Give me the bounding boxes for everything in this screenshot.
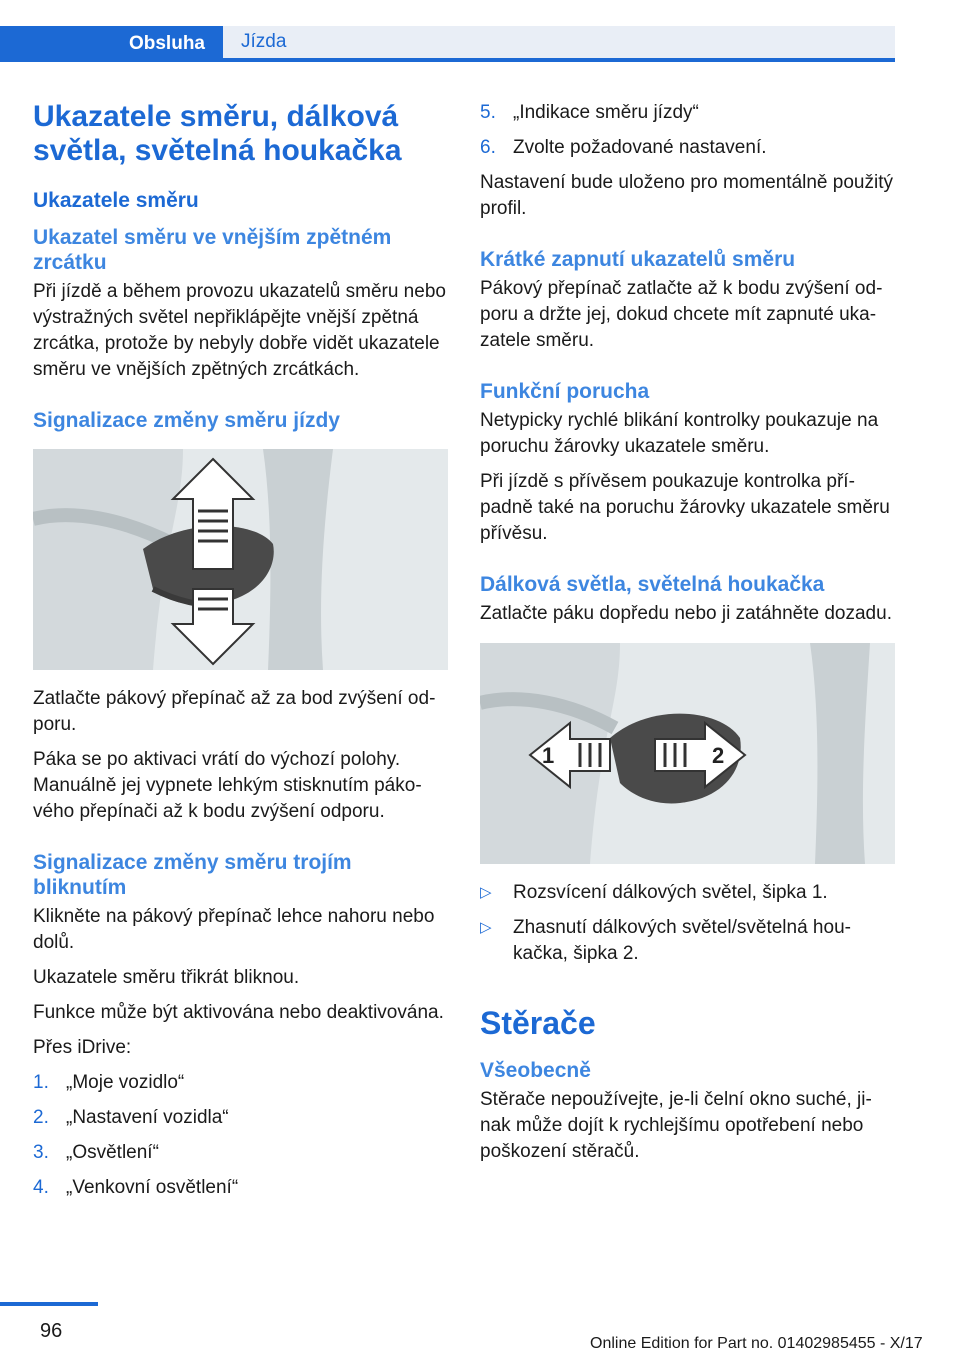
footer-divider: [0, 1302, 98, 1306]
malfunction-text-1: Netypicky rychlé blikání kontrolky poukazuje na poruchu žárovky ukazatele směru.: [480, 410, 879, 457]
list-item: 2. „Nastavení vozidla“: [33, 1107, 229, 1128]
list-item: ▷ Rozsvícení dálkových světel, šipka 1.: [480, 880, 895, 906]
heading-mirror-indicator: Ukazatel směru ve vnějším zpětném zrcátku: [33, 226, 392, 274]
header-divider: [0, 58, 895, 62]
list-item: 5. „Indikace směru jízdy“: [480, 102, 699, 123]
page-title: Ukazatele směru, dálková světla, světelná houkačka: [33, 100, 402, 167]
heading-turn-signal: Signalizace změny směru jízdy: [33, 409, 340, 432]
triple-blink-text-4: Přes iDrive:: [33, 1037, 132, 1058]
mirror-indicator-text: Při jízdě a během provozu ukazatelů směru nebo výstražných světel nepřiklápějte vnější zpětná zrcátka, protože by nebyly dobře vidět ukazatele směru ve vnějších zpětných zrcátkách.: [33, 281, 446, 380]
heading-short-activation: Krátké zapnutí ukazatelů směru: [480, 248, 796, 271]
malfunction-text-2: Při jízdě s přívěsem poukazuje kontrolka případně také na poruchu žárovky ukazatele směru přívěsu.: [480, 471, 890, 544]
tab-jizda[interactable]: Jízda: [223, 26, 895, 58]
list-item: 6. Zvolte požadované nastavení.: [480, 137, 767, 158]
heading-general: Všeobecně: [480, 1059, 591, 1082]
high-beam-text: Zatlačte páku dopředu nebo ji zatáhněte dozadu.: [480, 603, 892, 624]
figure-turn-signal-lever: [33, 449, 448, 670]
right-column: [480, 100, 895, 1174]
heading-triple-blink: Signalizace změny směru trojím bliknutím: [33, 851, 352, 899]
list-item: 1. „Moje vozidlo“: [33, 1072, 185, 1093]
page-number: 96: [40, 1320, 63, 1342]
heading-malfunction: Funkční porucha: [480, 380, 650, 403]
turn-signal-text-2: Páka se po aktivaci vrátí do výchozí polohy. Manuálně jej vypnete lehkým stisknutím pákového přepínači až k bodu zvýšení odporu.: [33, 749, 422, 822]
short-activation-text: Pákový přepínač zatlačte až k bodu zvýšení odporu a držte jej, dokud chcete mít zapnuté ukazatele směru.: [480, 278, 883, 351]
lever-forward-back-illustration: [480, 643, 895, 864]
section-title-turn-signals: Ukazatele směru: [33, 189, 199, 212]
section-title-wipers: Stěrače: [480, 1005, 596, 1041]
high-beam-bullets: [480, 880, 895, 967]
triple-blink-text-2: Ukazatele směru třikrát bliknou.: [33, 967, 300, 988]
figure-label-2: 2: [712, 743, 725, 768]
triple-blink-text-3: Funkce může být aktivována nebo deaktivována.: [33, 1002, 444, 1023]
left-column: [33, 100, 448, 1210]
wipers-text: Stěrače nepoužívejte, je-li čelní okno suché, jinak může dojít k rychlejšímu opotřebení nebo poškození stěračů.: [480, 1089, 872, 1162]
list-item: 3. „Osvětlení“: [33, 1142, 159, 1163]
heading-high-beam: Dálková světla, světelná houkačka: [480, 573, 825, 596]
edition-note: Online Edition for Part no. 01402985455 - X/17: [590, 1335, 923, 1352]
saved-profile-text: Nastavení bude uloženo pro momentálně použitý profil.: [480, 172, 893, 219]
triangle-bullet-icon: ▷: [480, 884, 492, 901]
triangle-bullet-icon: ▷: [480, 919, 492, 936]
lever-up-down-illustration: [33, 449, 448, 670]
figure-label-1: 1: [542, 743, 555, 768]
idrive-steps-list: [33, 1070, 448, 1201]
header-tabs: [0, 26, 895, 62]
tab-obsluha[interactable]: Obsluha: [0, 26, 223, 62]
triple-blink-text-1: Klikněte na pákový přepínač lehce nahoru nebo dolů.: [33, 906, 435, 953]
figure-high-beam-lever: [480, 643, 895, 864]
turn-signal-text-1: Zatlačte pákový přepínač až za bod zvýšení odporu.: [33, 688, 436, 735]
idrive-steps-continued: [480, 100, 895, 161]
list-item: 4. „Venkovní osvětlení“: [33, 1177, 239, 1198]
list-item: ▷ Zhasnutí dálkových světel/světelná houkačka, šipka 2.: [480, 917, 851, 964]
